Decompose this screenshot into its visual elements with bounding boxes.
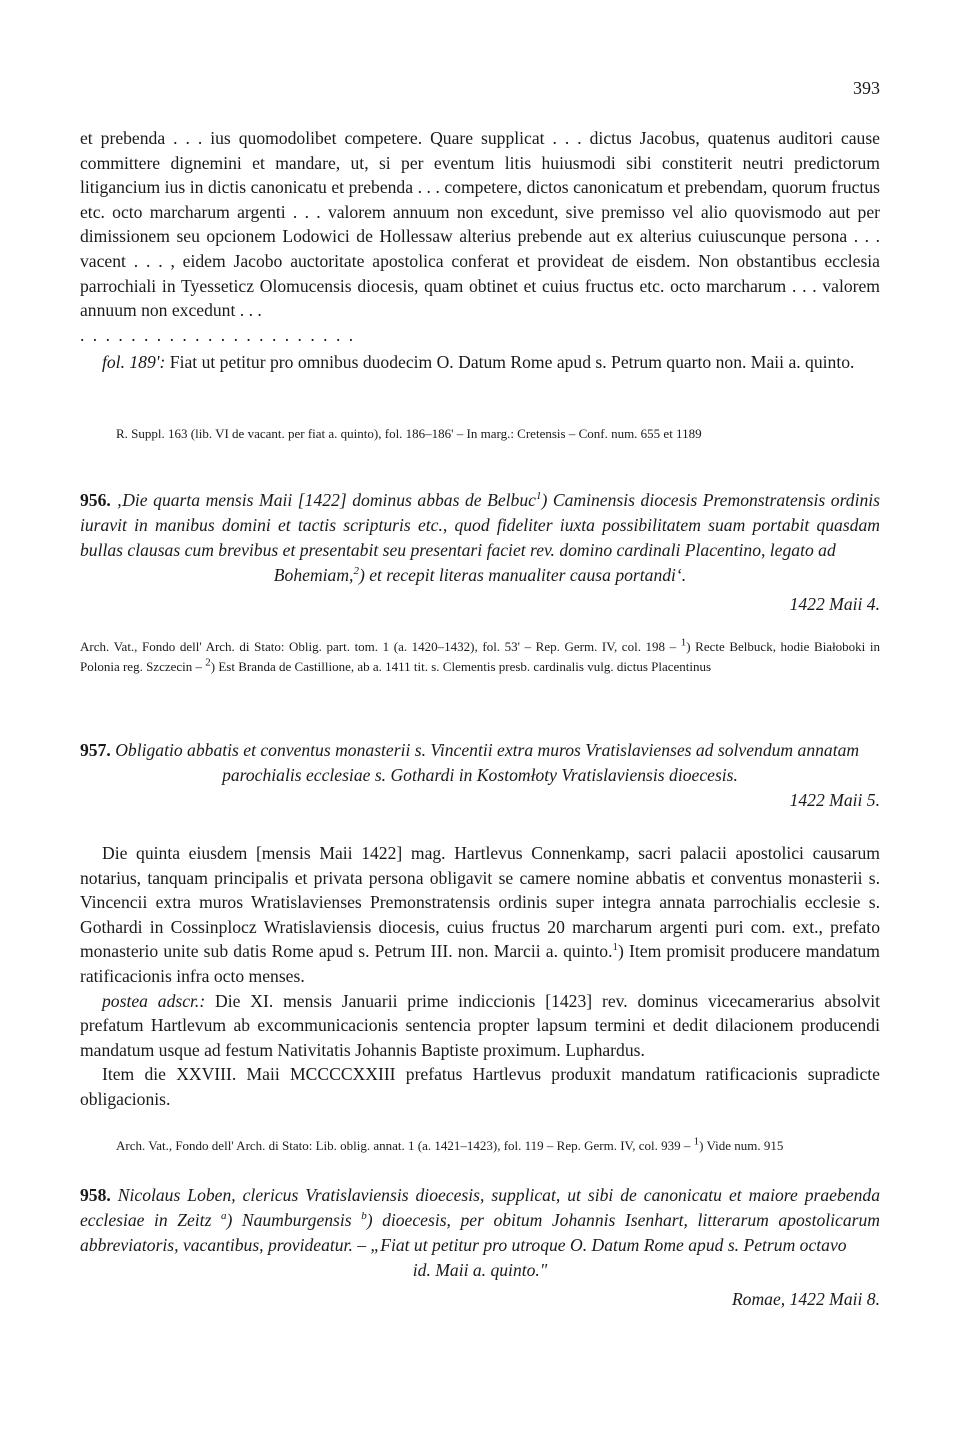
top-paragraph	[80, 126, 880, 347]
entry-956-sup-2: 2	[353, 565, 359, 578]
entry-957-p1-b: ) Item promisit producere mandatum ratificacionis infra octo menses.	[80, 941, 880, 986]
entry-956-text-a: ‚Die quarta mensis Maii [1422] dominus abbas de Belbuc	[116, 490, 536, 510]
entry-956-note-sup-1: 1	[680, 636, 687, 649]
entry-957-p1-a: Die quinta eiusdem [mensis Maii 1422] mag. Hartlevus Connenkamp, sacri palacii apostolici causarum notarius, tanquam principalis et privata persona obligavit se camere nomine abbatis et conventus monasterii s. Vincencii extra muros Wratislavienses Premonstratensis ordinis super integra annata parrochialis ecclesie s. Gothardi in Cossinplocz Wratislaviensis diocesis, cuius fructus 20 marcharum argenti puri com. ext., prefato monasterio unite sub datis Rome apud s. Petrum III. non. Marcii a. quinto.	[80, 843, 880, 962]
entry-957-date: 1422 Maii 5.	[789, 790, 880, 810]
entry-958-text-c: ) dioecesis, per obitum Johannis Isenhart, litterarum apostolicarum abbreviatoris, vacantibus, provideatur. – „Fiat ut petitur pro utroque O. Datum Rome apud s. Petrum octavo	[80, 1210, 880, 1255]
entry-958-sup-a: a	[220, 1210, 227, 1223]
fol-line	[80, 350, 880, 375]
entry-956-note-a: Arch. Vat., Fondo dell' Arch. di Stato: Oblig. part. tom. 1 (a. 1420–1432), fol. 53' – Rep. Germ. IV, col. 198 –	[80, 639, 677, 654]
entry-956-note-c: ) Est Branda de Castillione, ab a. 1411 tit. s. Clementis presb. cardinalis vulg. dictus Placentinus	[210, 659, 712, 674]
entry-956-note-sup-2: 2	[205, 656, 211, 669]
footnote-top: R. Suppl. 163 (lib. VI de vacant. per fiat a. quinto), fol. 186–186' – In marg.: Cretensis – Conf. num. 655 et 1189	[116, 426, 702, 441]
ellipsis-line: . . . . . . . . . . . . . . . . . . . . . .	[80, 324, 356, 345]
entry-957-p1-sup: 1	[612, 941, 618, 954]
entry-956	[80, 488, 880, 677]
entry-956-footnote	[80, 637, 880, 677]
entry-957	[80, 738, 880, 1156]
entry-957-body	[80, 841, 880, 1112]
top-paragraph-text: et prebenda . . . ius quomodolibet competere. Quare supplicat . . . dictus Jacobus, quatenus auditori cause committere dignemini et mandare, ut, si per eventum litis huiusmodi sibi constiterit neutri predictorum litigancium ius in dictis canonicatu et prebenda . . . competere, dictos canonicatum et prebendam, quorum fructus etc. octo marcharum argenti . . . valorem annuum non excedunt, sive premisso vel alio quovismodo aut per dimissionem seu opcionem Lodowici de Hollessaw alterius prebende aut ex alterius cuiuscunque persona . . . vacent . . . , eidem Jacobo auctoritate apostolica conferat et provideat de eisdem. Non obstantibus ecclesia parrochiali in Tyesseticz Olomucensis diocesis, quam obtinet et cuius fructus etc. octo marcharum . . . valorem annuum non excedunt . . .	[80, 128, 880, 321]
entry-957-title-center: parochialis ecclesiae s. Gothardi in Kostomłoty Vratislaviensis dioecesis.	[222, 765, 738, 785]
entry-957-note-sup: 1	[693, 1135, 700, 1148]
entry-957-paragraph-2	[80, 989, 880, 1063]
entry-957-title	[80, 738, 880, 763]
entry-957-note-b: ) Vide num. 915	[699, 1137, 784, 1153]
entry-957-number: 957.	[80, 740, 111, 760]
entry-958-text-a: Nicolaus Loben, clericus Vratislaviensis dioecesis, supplicat, ut sibi de canonicatu et maiore praebenda ecclesiae in Zeitz	[80, 1185, 880, 1230]
entry-956-sup-1: 1	[535, 490, 542, 503]
fol-ref: fol. 189':	[102, 352, 166, 372]
entry-956-last-b: ) et recepit literas manualiter causa portandi‘.	[358, 565, 687, 585]
entry-958-sup-b: b	[361, 1210, 367, 1223]
fol-text: Fiat ut petitur pro omnibus duodecim O. Datum Rome apud s. Petrum quarto non. Maii a. quinto.	[169, 352, 855, 372]
entry-956-center-line	[80, 563, 880, 588]
entry-956-number: 956.	[80, 490, 111, 510]
entry-958-center-line: id. Maii a. quinto."	[412, 1260, 548, 1280]
entry-957-paragraph-1	[80, 841, 880, 989]
entry-957-p2-text: Die XI. mensis Januarii prime indiccionis [1423] rev. dominus vicecamerarius absolvit prefatum Hartlevum ab excommunicacionis sentencia propter lapsum termini et dedit dilacionem producendi mandatum usque ad festum Nativitatis Johannis Baptiste proximum. Luphardus.	[80, 990, 880, 1060]
entry-956-last-a: Bohemiam,	[273, 565, 354, 585]
entry-956-text-b: ) Caminensis diocesis Premonstratensis ordinis iuravit in manibus domini et tactis scripturis etc., quod fideliter iuxta possibilitatem suam portabit quasdam bullas clausas cum brevibus et presentabit seu presentari faciet rev. domino cardinali Placentino, legato ad	[80, 490, 880, 560]
entry-957-footnote	[80, 1136, 880, 1156]
entry-957-title-text: Obligatio abbatis et conventus monasterii s. Vincentii extra muros Vratislavienses ad solvendum annatam	[115, 740, 860, 760]
entry-956-text	[80, 488, 880, 563]
entry-956-date: 1422 Maii 4.	[789, 594, 880, 614]
entry-957-p2-label: postea adscr.:	[102, 990, 206, 1011]
page-number: 393	[853, 78, 880, 98]
entry-956-note-b: ) Recte Belbuck, hodie Białoboki in Polonia reg. Szczecin –	[80, 639, 881, 674]
entry-958-text-b: ) Naumburgensis	[226, 1210, 352, 1230]
entry-958-number: 958.	[80, 1185, 111, 1205]
entry-957-paragraph-3: Item die XXVIII. Maii MCCCCXXIII prefatus Hartlevus produxit mandatum ratificacionis supradicte obligacionis.	[80, 1064, 880, 1109]
entry-958	[80, 1183, 880, 1312]
entry-958-text	[80, 1183, 880, 1258]
entry-958-date: Romae, 1422 Maii 8.	[731, 1289, 880, 1309]
entry-957-note-a: Arch. Vat., Fondo dell' Arch. di Stato: Lib. oblig. annat. 1 (a. 1421–1423), fol. 119 – Rep. Germ. IV, col. 939 –	[116, 1137, 691, 1153]
